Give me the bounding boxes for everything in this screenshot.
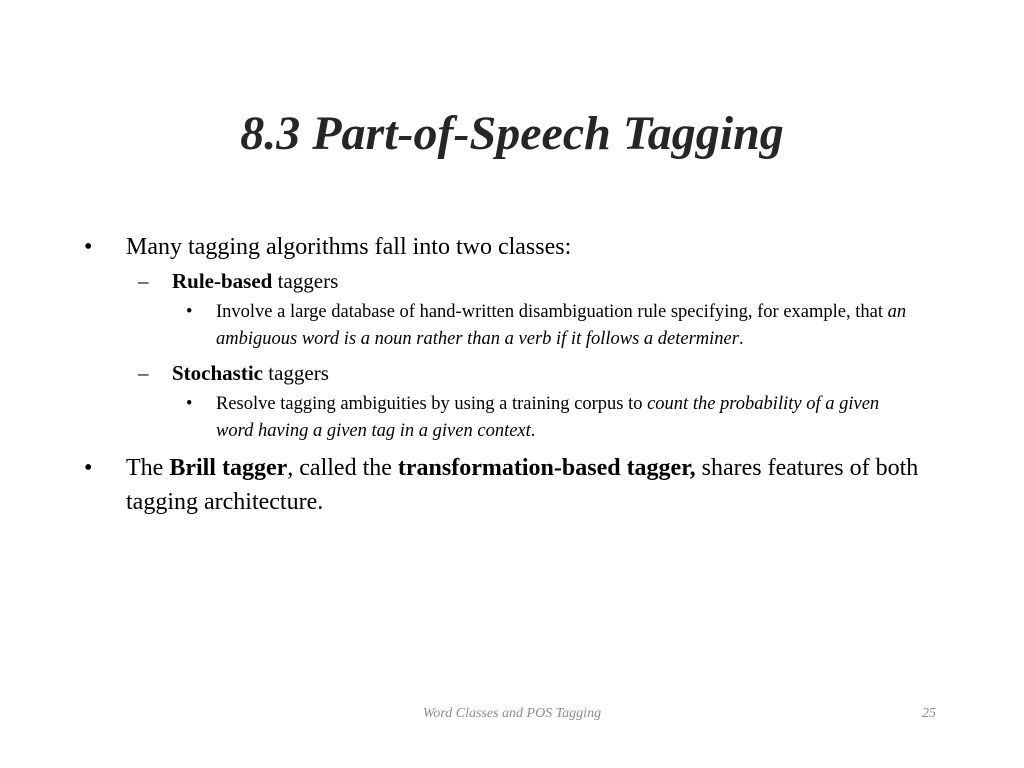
bullet-text: Many tagging algorithms fall into two classes:: [126, 234, 572, 260]
detail-italic-text: an ambiguous word is a noun rather than a verb if it follows a determiner: [216, 302, 907, 349]
detail-end: .: [530, 421, 536, 441]
dash-marker: –: [138, 269, 149, 293]
detail-stochastic: [84, 391, 912, 445]
slide-body: [84, 230, 964, 519]
bullet-tagging-classes: [84, 230, 964, 264]
page-number: 25: [922, 706, 936, 721]
detail-text: Resolve tagging ambiguities by using a training corpus to: [216, 394, 648, 414]
bullet-brill-tagger: [84, 451, 964, 519]
term-transformation-based-tagger: transformation-based tagger,: [397, 455, 696, 481]
sub-bullet-text: taggers: [272, 269, 339, 293]
dash-marker: –: [138, 361, 149, 385]
detail-end: .: [738, 329, 744, 349]
sub-bullet-rule-based: [84, 267, 964, 295]
bullet-marker: •: [186, 394, 193, 414]
sub-bullet-stochastic: [84, 359, 964, 387]
term-stochastic: Stochastic: [172, 361, 263, 385]
sub-bullet-text: taggers: [263, 361, 329, 385]
slide-title: 8.3 Part-of-Speech Tagging: [240, 107, 784, 160]
detail-text: Involve a large database of hand-written disambiguation rule specifying, for example, that: [216, 302, 888, 322]
bullet-marker: •: [84, 455, 93, 481]
detail-rule-based: [84, 299, 912, 353]
bullet-marker: •: [84, 234, 93, 260]
bullet-text-pre: The: [126, 455, 170, 481]
footer-title: Word Classes and POS Tagging: [422, 706, 602, 721]
detail-italic-text: count the probability of a given word having a given tag in a given context: [216, 394, 880, 441]
term-brill-tagger: Brill tagger: [169, 455, 288, 481]
bullet-text-mid: , called the: [287, 455, 398, 481]
term-rule-based: Rule-based: [172, 269, 273, 293]
bullet-marker: •: [186, 302, 193, 322]
bullet-text-post: shares features of both tagging architecture.: [126, 455, 919, 515]
